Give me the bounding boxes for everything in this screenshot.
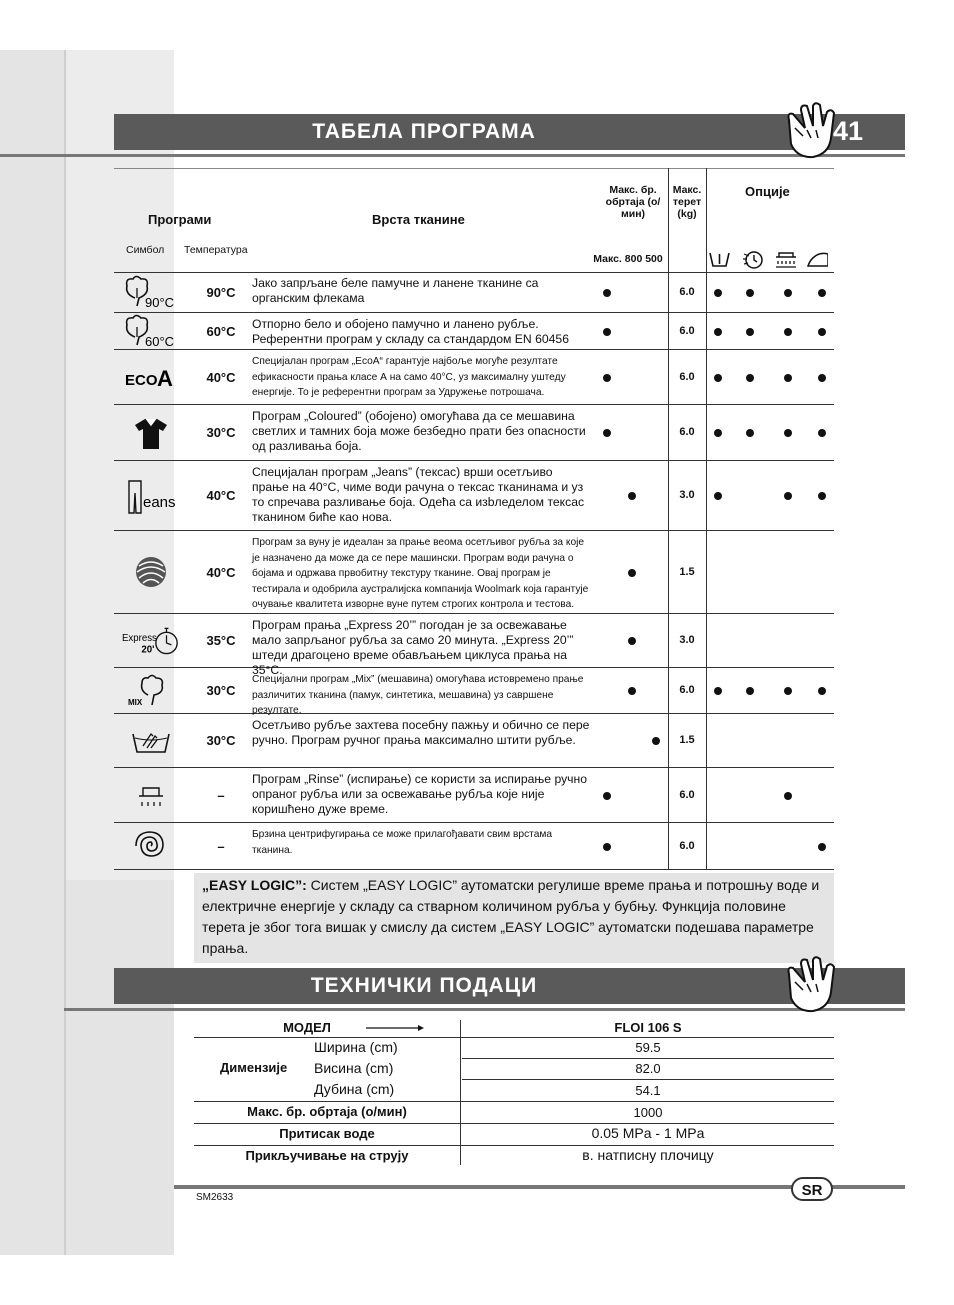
depth-value: 54.1 [635,1083,661,1098]
coloured-shirt-icon [120,405,182,460]
option-available-dot [714,492,722,500]
program-description: Специјалан програм „Jeans” (тексас) врши осетљиво прање на 40°C, чиме води рачуна о тексас тканинама и уз то спречава разливање боја. Одећа са изbледелом тексас тканином биће као нова. [252,465,585,524]
spec-divider [460,1020,461,1165]
svg-text:Express: Express [121,632,157,644]
program-max-load: 1.5 [679,734,695,746]
option-available-dot [818,374,826,382]
program-temperature: – [217,787,225,803]
option-available-dot [784,687,792,695]
program-row [114,714,834,768]
program-max-load: 6.0 [679,324,695,337]
depth-label: Дубина (cm) [314,1081,395,1097]
program-description: Програм „Rinse” (испирање) се користи за испирање ручно опраног рубља или за освежавање рубља које није коришћено дуже време. [252,772,588,816]
symbol-header: Симбол [126,244,165,256]
header-rule [0,154,905,157]
program-max-load: 6.0 [679,684,695,696]
spin-speed-dot [603,289,611,297]
max-spin-values: Макс. 800 500 [593,253,663,265]
cotton-90-icon [120,272,182,312]
program-row [114,272,834,313]
programs-header: Програми [148,212,212,227]
option-icons [708,248,828,270]
easy-logic-text: Систем „EASY LOGIC” аутоматски регулише време прања и потрошњу воде и електричне енергије у складу са стварном количином рубља у бубњу. Функција половине терета је због тога вишак у смислу да систем „EASY LOGIC” аутоматски подешава параметре прања. [202,877,820,956]
option-available-dot [784,374,792,382]
program-max-load: 6.0 [679,426,695,438]
program-temperature: 30°C [206,683,236,698]
program-max-load: 6.0 [679,285,695,298]
row-line [462,1058,834,1059]
svg-text:90°C: 90°C [145,295,175,310]
table-top-line [114,168,834,169]
hand-wash-icon [120,714,182,767]
option-available-dot [714,429,722,437]
program-row [114,823,834,870]
language-badge: SR [791,1177,833,1201]
program-max-load: 1.5 [679,565,695,578]
pressure-value: 0.05 MPa - 1 MPa [591,1125,705,1141]
option-available-dot [784,289,792,297]
program-description: Програм прања „Express 20’” погодан је за освежавање мало запрљаног рубља за само 20 минута. „Express 20’” штеди драгоцено време обављањем циклуса прања на 35°C. [252,618,574,677]
option-available-dot [818,328,826,336]
option-available-dot [818,687,826,695]
option-available-dot [746,374,754,382]
program-temperature: 30°C [206,733,236,748]
model-label: МОДЕЛ [283,1020,331,1035]
spin-speed-dot [628,569,636,577]
option-available-dot [784,328,792,336]
spin-speed-dot [628,687,636,695]
temperature-header: Температура [184,244,248,256]
program-max-load: 6.0 [679,788,695,801]
option-available-dot [746,429,754,437]
spin-label: Макс. бр. обртаја (о/мин) [247,1104,407,1119]
spin-icon [120,823,182,869]
spin-speed-dot [603,429,611,437]
max-load-header: Макс. терет (kg) [672,184,702,220]
option-available-dot [818,289,826,297]
power-label: Прикључивање на струју [245,1148,409,1163]
cotton-60-icon [120,313,182,349]
row-line [194,1037,834,1038]
hand-icon [783,956,839,1014]
program-description: Брзина центрифугирања се може прилагођавати свим врстама тканина. [252,829,553,856]
program-row [114,350,834,405]
program-temperature: 40°C [206,564,236,580]
page-number: 41 [832,116,863,146]
program-row [114,405,834,461]
time-saver-icon [743,252,762,268]
height-label: Висина (cm) [314,1060,394,1076]
svg-text:A: A [157,366,173,391]
easy-logic-note [194,873,834,963]
spin-speed-dot [603,843,611,851]
svg-text:MIX: MIX [128,697,143,707]
option-available-dot [746,289,754,297]
pressure-label: Притисак воде [279,1126,375,1141]
program-row [114,614,834,677]
option-available-dot [714,328,722,336]
program-table-title: ТАБЕЛА ПРОГРАМА [312,120,536,143]
spin-speed-dot [603,328,611,336]
program-temperature: 40°C [206,488,236,503]
express-20-icon [120,614,182,667]
arrow-right-icon [366,1023,426,1033]
program-description: Специјалан програм „EcoA“ гарантује најбоље могуће резултате ефикасности прања класе А на само 40°C, уз максималну уштеду енергије. То је референтни програм за Удружење потрошача. [252,356,566,398]
program-temperature: 90°C [206,284,236,300]
tech-header-rule [64,1008,905,1011]
easy-iron-icon [808,253,828,266]
svg-text:eans: eans [143,493,176,511]
program-max-load: 6.0 [679,370,695,383]
sidebar-stripe [64,50,66,1255]
program-temperature: 40°C [206,369,236,385]
program-row [114,768,834,823]
option-available-dot [746,687,754,695]
option-available-dot [818,429,826,437]
program-temperature: – [217,838,225,854]
program-max-load: 6.0 [679,839,695,852]
easy-logic-label: „EASY LOGIC”: [202,877,307,893]
program-max-load: 3.0 [679,489,695,501]
max-spin-header: Макс. бр. обртаја (о/мин) [605,184,661,220]
spin-speed-dot [652,737,660,745]
row-line [194,1123,834,1124]
program-temperature: 30°C [206,425,236,440]
program-description: Јако запрљане беле памучне и ланене тканине са органским флекама [252,276,539,305]
option-available-dot [714,374,722,382]
row-line [194,1145,834,1146]
program-description: Отпорно бело и обојено памучно и ланено рубље. Референтни програм у складу са стандардом EN 60456 [252,317,569,346]
option-available-dot [784,792,792,800]
program-row [114,461,834,531]
program-row [114,668,834,714]
eco-a-icon [120,350,182,404]
option-available-dot [818,843,826,851]
width-value: 59.5 [635,1040,661,1055]
program-max-load: 3.0 [679,634,695,646]
width-label: Ширина (cm) [314,1039,398,1055]
program-row [114,313,834,350]
program-description: Програм „Coloured” (обојено) омогућава да се мешавина светлих и тамних боја може безбедно прати без опасности од разливања боја. [252,409,586,453]
fabric-type-header: Врста тканине [372,212,465,227]
power-value: в. натписну плочицу [582,1147,714,1163]
height-value: 82.0 [635,1061,661,1076]
program-temperature: 60°C [206,323,236,339]
spin-speed-dot [603,374,611,382]
option-available-dot [784,492,792,500]
spin-speed-dot [628,492,636,500]
row-line [194,1101,834,1102]
jeans-icon [120,461,182,530]
row-line [462,1079,834,1080]
spin-speed-dot [603,792,611,800]
program-description: Специјални програм „Mix” (мешавина) омогућава истовремено прање различитих тканина (памук, синтетика, мешавина) уз савршене резултате. [252,674,584,716]
option-available-dot [818,492,826,500]
program-row [114,531,834,614]
mix-icon [120,668,182,713]
option-available-dot [714,687,722,695]
half-load-icon [710,253,729,266]
hand-icon [783,102,839,160]
document-code: SM2633 [196,1192,234,1203]
tech-data-title: ТЕХНИЧКИ ПОДАЦИ [310,974,538,997]
options-header: Опције [745,184,790,199]
dimensions-label: Димензије [220,1060,288,1075]
model-value: FLOI 106 S [614,1020,682,1035]
program-temperature: 35°C [206,633,236,648]
svg-text:20': 20' [141,644,155,656]
program-description: Програм за вуну је идеалан за прање веома осетљивог рубља за које је назначено да може да се пере машински. Програм води рачуна о бојама и одржава првобитну текстуру тканине. Овај програм је тестирала и одобрила аустралијска компанија Woolmark која гарантује очување квалитета изворне вуне путем строгих контрола и тестова. [252,537,589,610]
option-available-dot [784,429,792,437]
model-row [194,1020,834,1036]
program-description: Осетљиво рубље захтева посебну пажњу и обично се пере ручно. Програм ручног прања максимално штити рубље. [252,718,590,747]
option-available-dot [746,328,754,336]
spin-speed-dot [628,637,636,645]
option-available-dot [714,289,722,297]
svg-text:60°C: 60°C [145,334,175,349]
svg-text:ECO: ECO [125,372,158,389]
extra-rinse-icon [776,253,796,267]
rinse-icon [120,768,182,822]
wool-icon [120,531,182,613]
spin-value: 1000 [633,1105,663,1120]
